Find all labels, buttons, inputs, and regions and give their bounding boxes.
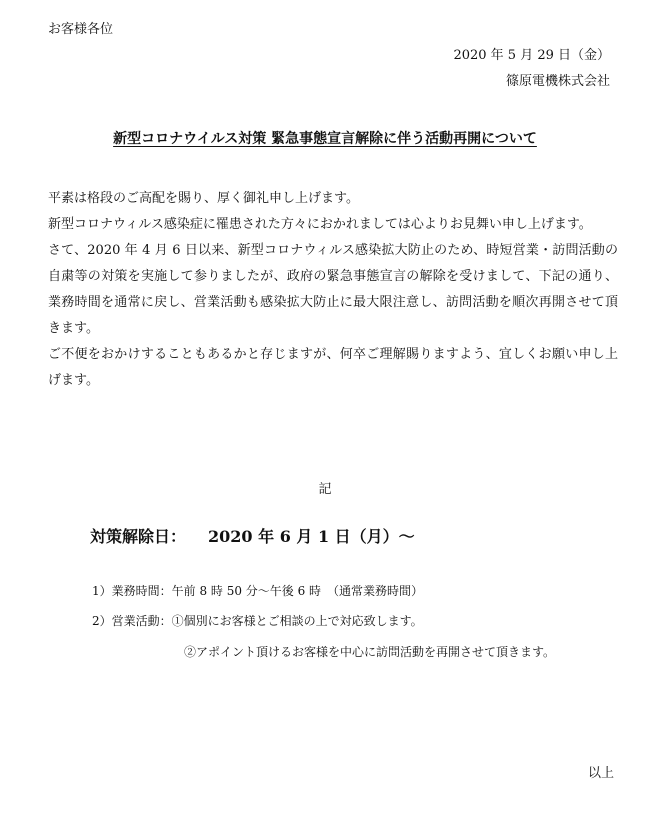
closing-mark: 以上	[587, 766, 614, 781]
sales-activity-subitem: ②アポイント頂けるお客様を中心に訪問活動を再開させて頂きます。	[184, 645, 556, 659]
apology-paragraph: ご不便をおかけすることもあるかと存じますが、何卒ご理解賜りますよう、宜しくお願い申し上げます。	[48, 347, 618, 388]
announcement-paragraph: さて、2020 年 4 月 6 日以来、新型コロナウィルス感染拡大防止のため、時短営業・訪問活動の自粛等の対策を実施して参りましたが、政府の緊急事態宣言の解除を受けまして、下記の通り、業務時間を通常に戻し、営業活動も感染拡大防止に最大限注意し、訪問活動を順次再開させて頂きます。	[48, 243, 618, 336]
salutation: お客様各位	[48, 22, 114, 37]
body-text	[48, 186, 618, 394]
document-date: 2020 年 5 月 29 日（金）	[453, 48, 610, 63]
company-name: 篠原電機株式会社	[505, 74, 610, 89]
ki-marker: 記	[318, 482, 332, 497]
document-title: 新型コロナウイルス対策 緊急事態宣言解除に伴う活動再開について	[113, 131, 537, 147]
greeting-paragraph: 平素は格段のご高配を賜り、厚く御礼申し上げます。	[48, 191, 359, 206]
business-hours-item: 1）業務時間：午前 8 時 50 分～午後 6 時 （通常業務時間）	[92, 584, 424, 598]
release-date-line	[90, 524, 415, 547]
sympathy-paragraph: 新型コロナウィルス感染症に罹患された方々におかれましては心よりお見舞い申し上げます。	[48, 217, 592, 232]
sales-activity-item: 2）営業活動：①個別にお客様とご相談の上で対応致します。	[92, 614, 423, 628]
release-date-value: 2020 年 6 月 1 日（月）～	[208, 527, 415, 546]
document-title-block	[0, 128, 650, 148]
release-date-label: 対策解除日：	[90, 527, 187, 546]
